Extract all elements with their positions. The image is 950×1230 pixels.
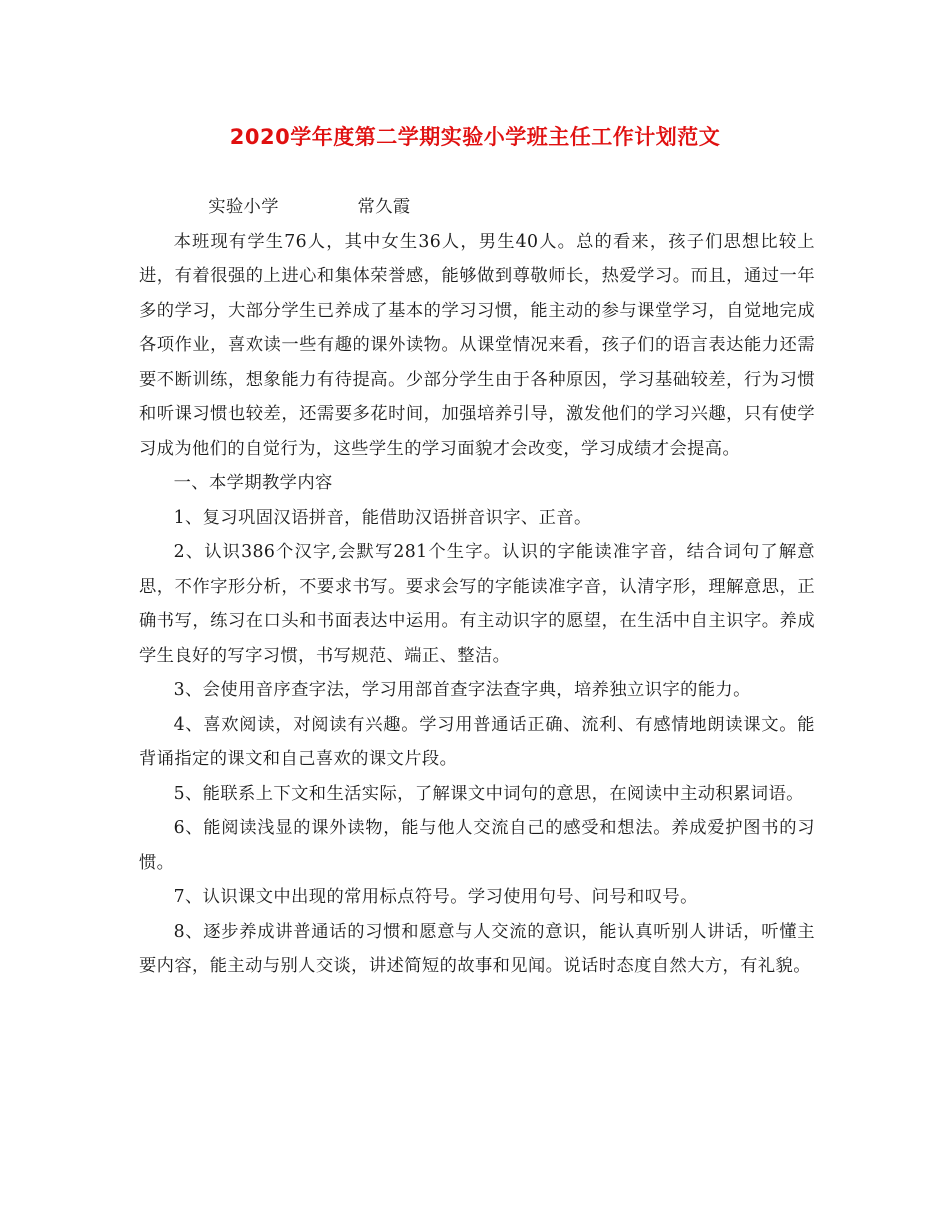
list-item: 2、认识386个汉字,会默写281个生字。认识的字能读准字音，结合词句了解意思，不作字形分析，不要求书写。要求会写的字能读准字音，认清字形，理解意思，正确书写，练习在口头和书面表达中运用。有主动识字的愿望，在生活中自主识字。养成学生良好的写字习惯，书写规范、端正、整洁。: [139, 542, 815, 666]
list-item: 5、能联系上下文和生活实际，了解课文中词句的意思，在阅读中主动积累词语。: [173, 783, 804, 804]
list-item: 4、喜欢阅读，对阅读有兴趣。学习用普通话正确、流利、有感情地朗读课文。能背诵指定的课文和自己喜欢的课文片段。: [139, 714, 815, 769]
section-heading: 一、本学期教学内容: [173, 473, 333, 493]
author-school: 实验小学: [208, 197, 279, 217]
list-item: 1、复习巩固汉语拼音，能借助汉语拼音识字、正音。: [173, 507, 592, 528]
list-item: 3、会使用音序查字法，学习用部首查字法查字典，培养独立识字的能力。: [173, 680, 751, 700]
author-name: 常久霞: [357, 197, 411, 217]
list-item: 7、认识课文中出现的常用标点符号。学习使用句号、问号和叹号。: [173, 887, 698, 907]
author-line: [139, 190, 815, 225]
list-item: 6、能阅读浅显的课外读物，能与他人交流自己的感受和想法。养成爱护图书的习惯。: [139, 818, 815, 873]
document-title: 2020学年度第二学期实验小学班主任工作计划范文: [229, 125, 721, 149]
document-body: [139, 190, 815, 984]
intro-paragraph: 本班现有学生76人，其中女生36人，男生40人。总的看来，孩子们思想比较上进，有着很强的上进心和集体荣誉感，能够做到尊敬师长，热爱学习。而且，通过一年多的学习，大部分学生已养成了基本的学习习惯，能主动的参与课堂学习，自觉地完成各项作业，喜欢读一些有趣的课外读物。从课堂情况来看，孩子们的语言表达能力还需要不断训练，想象能力有待提高。少部分学生由于各种原因，学习基础较差，行为习惯和听课习惯也较差，还需要多花时间，加强培养引导，激发他们的学习兴趣，只有使学习成为他们的自觉行为，这些学生的学习面貌才会改变，学习成绩才会提高。: [139, 231, 815, 459]
list-item: 8、逐步养成讲普通话的习惯和愿意与人交流的意识，能认真听别人讲话，听懂主要内容，能主动与别人交谈，讲述简短的故事和见闻。说话时态度自然大方，有礼貌。: [139, 921, 815, 976]
